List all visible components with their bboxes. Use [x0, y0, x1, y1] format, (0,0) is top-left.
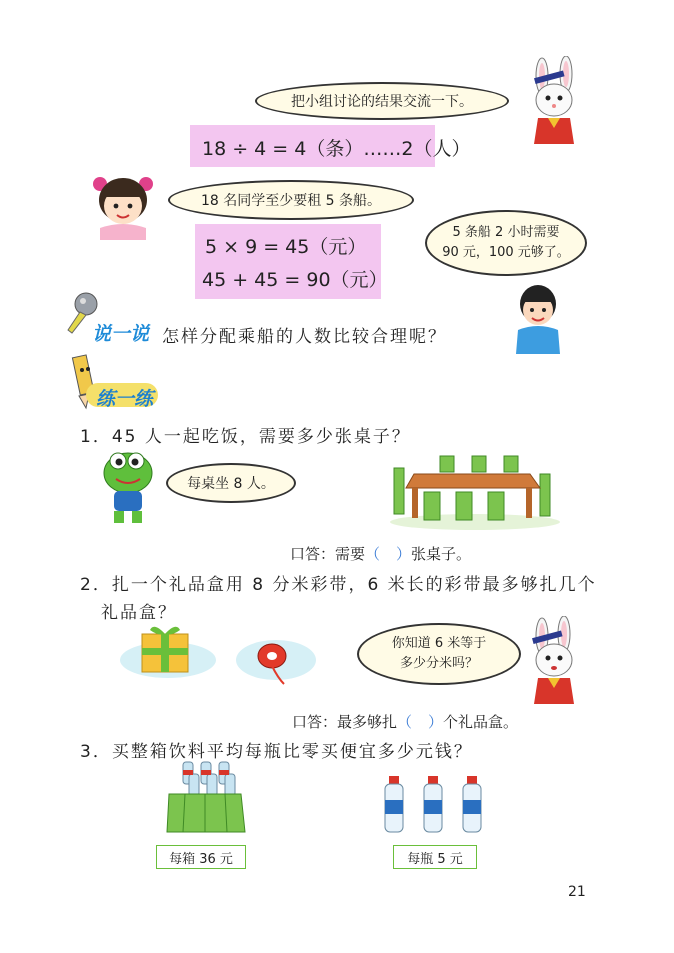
ribbon-spool-icon [232, 630, 322, 690]
question-2-line-2: 礼品盒？ [101, 603, 177, 623]
equation-2: 5 × 9 = 45（元） [205, 236, 367, 258]
frog-speech-bubble [166, 463, 296, 503]
answer-1-suffix: 张桌子。 [411, 545, 472, 563]
boy-speech-bubble [425, 210, 587, 276]
bunny-teacher-icon [520, 56, 590, 146]
bunny-bubble-line-2: 多少分米吗？ [399, 656, 478, 671]
shuo-question: 怎样分配乘船的人数比较合理呢？ [162, 327, 447, 347]
top-bubble-text: 把小组讨论的结果交流一下。 [291, 94, 473, 110]
boy-bubble-line-1: 5 条船 2 小时需要 [452, 225, 560, 240]
boy-avatar-icon [512, 282, 564, 354]
girl-speech-bubble [168, 180, 414, 220]
drink-crate-icon [165, 760, 247, 836]
box-price-label [156, 845, 246, 869]
question-3: 3．买整箱饮料平均每瓶比零买便宜多少元钱？ [80, 742, 473, 762]
girl-avatar-icon [88, 170, 158, 240]
box-price-text: 每箱 36 元 [169, 851, 233, 867]
frog-icon [98, 447, 156, 527]
lian-yi-lian-title: 练一练 [96, 388, 154, 410]
answer-1 [290, 543, 471, 564]
answer-2-paren-close: ） [428, 713, 444, 731]
girl-bubble-text: 18 名同学至少要租 5 条船。 [200, 193, 382, 209]
answer-2-paren-open: （ [397, 713, 413, 731]
bunny-speech-bubble [357, 623, 521, 685]
answer-1-paren-close: ） [396, 545, 412, 563]
answer-2-suffix: 个礼品盒。 [443, 713, 519, 731]
bottle-price-label [393, 845, 477, 869]
bunny-bubble-line-1: 你知道 6 米等于 [391, 636, 487, 651]
answer-2-prefix: 口答：最多够扎 [292, 713, 398, 731]
question-1: 1．45 人一起吃饭，需要多少张桌子？ [80, 427, 411, 447]
bunny-teacher-2-icon [522, 616, 586, 706]
answer-2 [292, 711, 518, 732]
dining-table-icon [380, 452, 560, 532]
question-2-line-1: 2．扎一个礼品盒用 8 分米彩带，6 米长的彩带最多够扎几个 [80, 575, 597, 595]
frog-bubble-text: 每桌坐 8 人。 [187, 476, 275, 492]
bottle-price-text: 每瓶 5 元 [407, 851, 463, 867]
page-number: 21 [568, 884, 586, 900]
shuo-yi-shuo-title: 说一说 [92, 323, 150, 345]
boy-bubble-line-2: 90 元，100 元够了。 [442, 245, 570, 260]
equation-1: 18 ÷ 4 = 4（条）……2（人） [202, 138, 471, 160]
answer-1-prefix: 口答：需要 [290, 545, 366, 563]
water-bottles-icon [383, 776, 491, 834]
answer-1-paren-open: （ [365, 545, 381, 563]
gift-box-icon [118, 620, 218, 680]
top-speech-bubble [255, 82, 509, 120]
equation-3: 45 + 45 = 90（元） [202, 269, 388, 291]
